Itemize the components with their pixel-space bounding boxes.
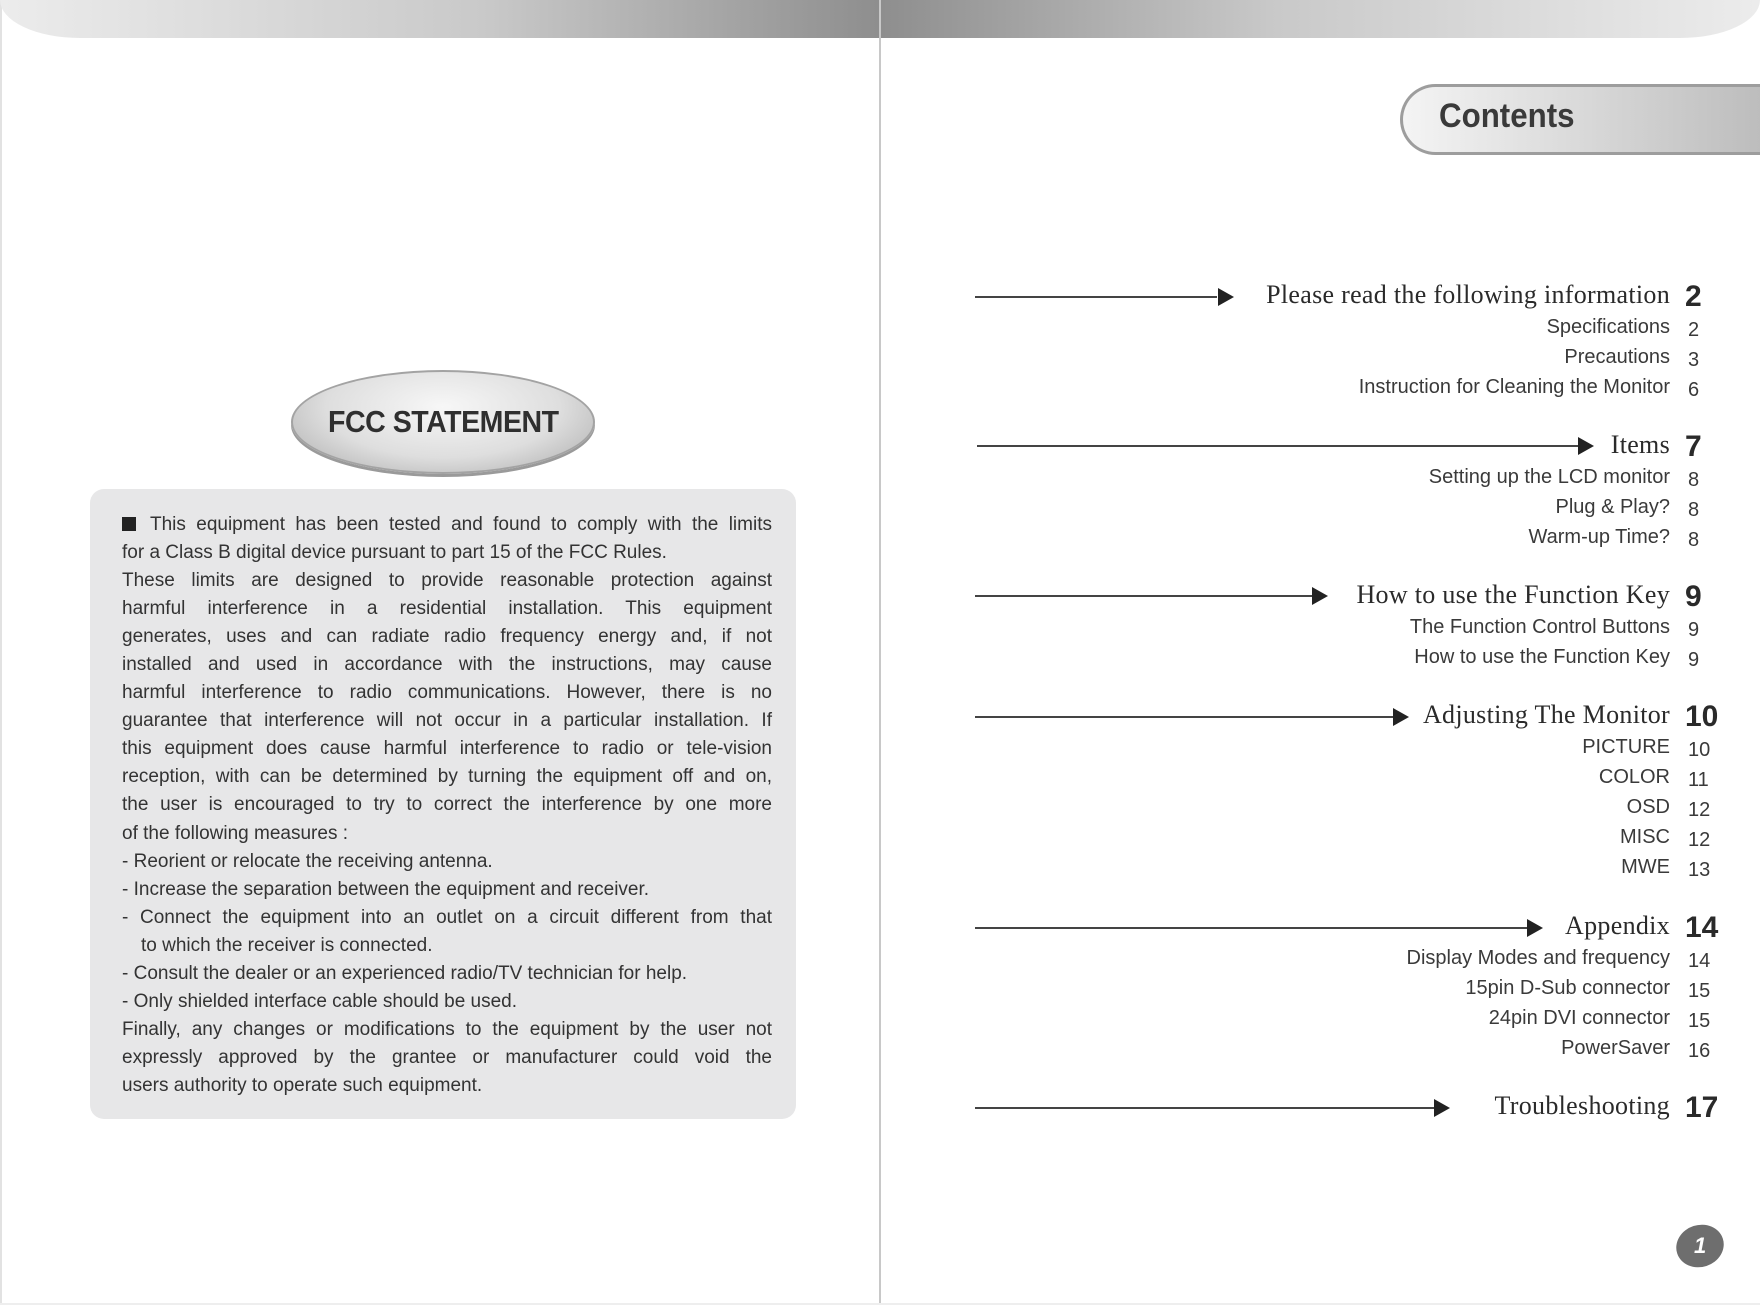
toc-item-page: 9 [1688,619,1700,641]
fcc-line: harmful interference to radio communications. However, there is no [122,682,772,704]
fcc-line: This equipment has been tested and found to comply with the limits [122,511,772,539]
fcc-line: of the following measures : [122,822,349,844]
toc-item-page: 12 [1688,829,1711,851]
toc-item[interactable]: COLOR [1598,766,1670,788]
fcc-line: for a Class B digital device pursuant to part 15 of the FCC Rules. [122,542,667,564]
toc-item-page: 8 [1688,469,1700,491]
fcc-line: users authority to operate such equipment. [122,1074,483,1096]
toc-item[interactable]: 15pin D-Sub connector [1465,977,1670,999]
fcc-measure: - Increase the separation between the equipment and receiver. [122,878,650,900]
toc-section-heading[interactable]: Please read the following information [1266,280,1670,309]
toc-section-heading[interactable]: Appendix [1565,911,1670,940]
toc-item[interactable]: How to use the Function Key [1414,646,1670,668]
toc-arrow-icon [1527,919,1543,937]
fcc-line: Finally, any changes or modifications to the equipment by the user not [122,1018,772,1040]
toc-section-heading[interactable]: Adjusting The Monitor [1422,700,1670,729]
toc-item[interactable]: 24pin DVI connector [1488,1007,1670,1029]
fcc-line: expressly approved by the grantee or manufacturer could void the [122,1046,772,1068]
toc-section-page: 9 [1685,580,1702,613]
toc-item-page: 14 [1688,950,1711,972]
toc-leader-line [975,595,1312,597]
page-edge [0,0,2,1305]
toc-item[interactable]: Plug & Play? [1555,496,1670,518]
fcc-line: installed and used in accordance with the instructions, may cause [122,654,772,676]
toc-section-heading[interactable]: How to use the Function Key [1356,580,1670,609]
fcc-measure: - Connect the equipment into an outlet on a circuit different from that [122,906,772,928]
fcc-line: These limits are designed to provide reasonable protection against [122,570,772,592]
fcc-line: this equipment does cause harmful interference to radio or tele-vision [122,738,772,760]
toc-item-page: 6 [1688,379,1700,401]
contents-title: Contents [1439,97,1575,135]
toc-item[interactable]: Instruction for Cleaning the Monitor [1358,376,1670,398]
fcc-statement-badge [291,370,595,474]
fcc-line: reception, with can be determined by turning the equipment off and on, [122,766,772,788]
toc-section-heading[interactable]: Items [1610,430,1670,459]
toc-leader-line [975,1107,1434,1109]
fcc-measure: - Consult the dealer or an experienced radio/TV technician for help. [122,962,688,984]
toc-item[interactable]: Display Modes and frequency [1406,947,1670,969]
toc-item[interactable]: Warm-up Time? [1528,526,1670,548]
toc-item-page: 15 [1688,980,1711,1002]
toc-leader-line [977,445,1578,447]
toc-item-page: 8 [1688,529,1700,551]
fcc-statement-box [90,489,796,1119]
fcc-statement-title: FCC STATEMENT [327,404,559,439]
page-spine [879,0,881,1305]
toc-item-page: 9 [1688,649,1700,671]
toc-item[interactable]: OSD [1626,796,1670,818]
toc-leader-line [975,296,1217,298]
fcc-line: generates, uses and can radiate radio frequency energy and, if not [122,626,772,648]
fcc-measure: - Only shielded interface cable should be used. [122,990,518,1012]
toc-item[interactable]: PowerSaver [1561,1037,1670,1059]
fcc-statement-text [122,511,772,1100]
toc-leader-line [975,716,1393,718]
toc-section-page: 7 [1685,430,1702,463]
fcc-measure: to which the receiver is connected. [141,934,433,956]
toc-section-page: 2 [1685,280,1702,313]
toc-arrow-icon [1218,288,1234,306]
toc-item-page: 8 [1688,499,1700,521]
page-number: 1 [1693,1233,1707,1258]
toc-item[interactable]: MWE [1621,856,1670,878]
toc-item[interactable]: Precautions [1564,346,1670,368]
toc-item[interactable]: The Function Control Buttons [1409,616,1670,638]
toc-item-page: 15 [1688,1010,1711,1032]
toc-item[interactable]: Setting up the LCD monitor [1428,466,1670,488]
toc-leader-line [975,927,1527,929]
toc-item[interactable]: PICTURE [1582,736,1670,758]
toc-section-page: 14 [1685,911,1719,944]
contents-title-tab [1400,84,1760,155]
fcc-line: harmful interference in a residential installation. This equipment [122,598,772,620]
fcc-line: guarantee that interference will not occur in a particular installation. If [122,710,772,732]
toc-section-page: 10 [1685,700,1719,733]
toc-item[interactable]: Specifications [1546,316,1670,338]
top-band-left [0,0,879,38]
toc-section-heading[interactable]: Troubleshooting [1494,1091,1670,1120]
toc-arrow-icon [1434,1099,1450,1117]
toc-item-page: 3 [1688,349,1700,371]
top-band-right [881,0,1760,38]
toc-item-page: 11 [1688,769,1709,791]
toc-item[interactable]: MISC [1620,826,1670,848]
toc-arrow-icon [1393,708,1409,726]
fcc-measure: - Reorient or relocate the receiving antenna. [122,850,493,872]
toc-item-page: 16 [1688,1040,1711,1062]
toc-arrow-icon [1312,587,1328,605]
toc-item-page: 10 [1688,739,1711,761]
fcc-line: the user is encouraged to try to correct the interference by one more [122,794,772,816]
toc-arrow-icon [1578,437,1594,455]
square-bullet-icon [122,517,136,531]
toc-item-page: 12 [1688,799,1711,821]
toc-item-page: 13 [1688,859,1711,881]
toc-item-page: 2 [1688,319,1700,341]
toc-section-page: 17 [1685,1091,1719,1124]
